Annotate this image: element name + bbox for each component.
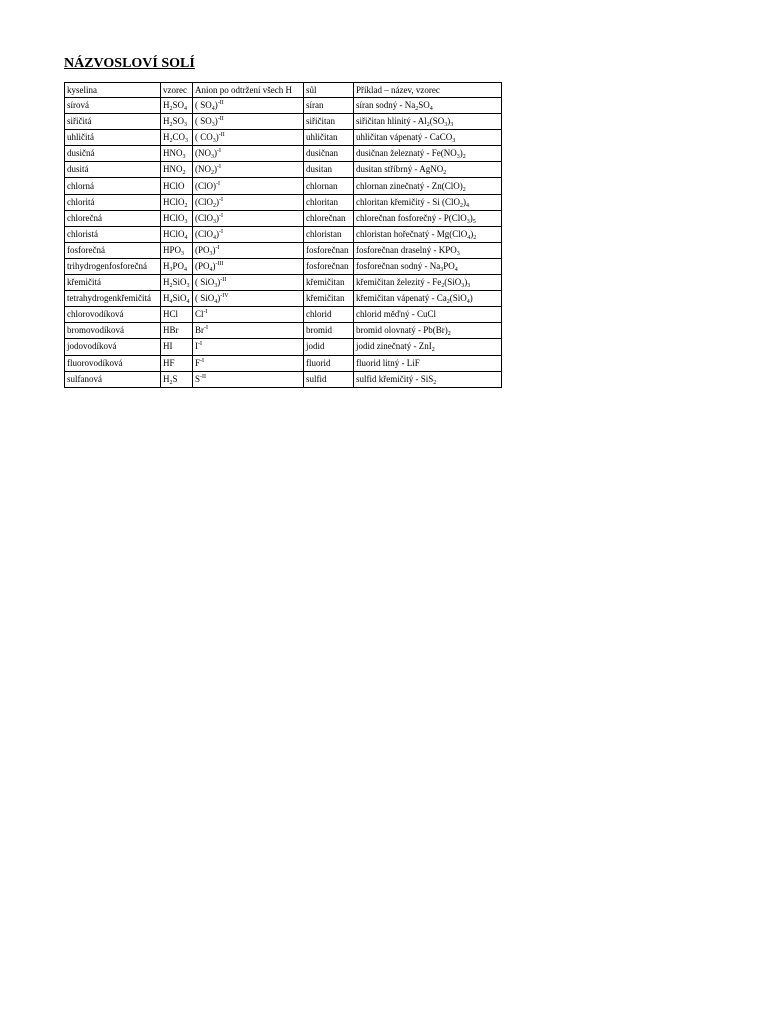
acid-formula-cell-sub: 4	[169, 299, 173, 306]
anion-cell-text: ( CO	[195, 132, 213, 143]
example-cell	[354, 146, 502, 162]
anion-cell-sup: -I	[219, 228, 223, 235]
acid-formula-cell-sub: 2	[184, 202, 188, 209]
acid-formula-cell	[161, 162, 193, 178]
header-formula: vzorec	[161, 83, 193, 98]
example-cell-text: dusičnan železnatý - Fe(NO	[356, 148, 457, 159]
table-row	[65, 146, 502, 162]
acid-formula-cell-text: HClO	[163, 196, 185, 207]
acid-formula-cell-sub: 2	[169, 122, 173, 129]
example-cell	[354, 291, 502, 307]
acid-name-cell: sírová	[65, 98, 161, 114]
example-cell-text: chlornan zinečnatý - Zn(ClO)	[356, 180, 463, 191]
example-cell-text: )	[462, 196, 466, 207]
acid-formula-cell-text: HI	[163, 341, 173, 352]
anion-cell-text: ( SiO	[195, 293, 215, 304]
anion-cell-text: (PO	[195, 244, 210, 255]
anion-cell	[193, 130, 304, 146]
example-cell-text: (SiO	[449, 293, 467, 304]
anion-cell-text: )	[216, 212, 219, 223]
example-cell-sub: 4	[466, 299, 470, 306]
table-row	[65, 355, 502, 371]
example-cell-sub: 2	[443, 170, 447, 177]
anion-cell-sub: 4	[209, 266, 213, 273]
anion-cell	[193, 114, 304, 130]
anion-cell	[193, 146, 304, 162]
header-acid: kyselina	[65, 83, 161, 98]
example-cell-sub: 2	[431, 347, 435, 354]
table-row	[65, 210, 502, 226]
acid-name-cell: tetrahydrogenkřemičitá	[65, 291, 161, 307]
anion-cell-sub: 4	[214, 299, 218, 306]
example-cell-sub: 3	[466, 218, 470, 225]
table-row	[65, 226, 502, 242]
example-cell	[354, 178, 502, 194]
anion-cell	[193, 194, 304, 210]
example-cell-text: fluorid litný - LiF	[356, 357, 420, 368]
table-row	[65, 114, 502, 130]
example-cell	[354, 130, 502, 146]
anion-cell-text: )	[212, 244, 216, 255]
salts-table	[64, 82, 502, 388]
example-cell-text: )	[459, 148, 463, 159]
anion-cell	[193, 162, 304, 178]
example-cell-text: )	[464, 277, 468, 288]
anion-cell-text: (ClO	[195, 212, 213, 223]
acid-formula-cell	[161, 339, 193, 355]
anion-cell-text: Cl	[195, 309, 204, 320]
acid-formula-cell-text: S	[172, 373, 178, 384]
acid-formula-cell-sub: 3	[169, 266, 173, 273]
anion-cell-text: Br	[195, 325, 204, 336]
example-cell-sub: 2	[447, 331, 451, 338]
example-cell-text: dusitan stříbrný - AgNO	[356, 164, 444, 175]
example-cell-sub: 3	[452, 138, 456, 145]
example-cell-text: chloritan křemičitý - Si (ClO	[356, 196, 460, 207]
acid-formula-cell-text: HBr	[163, 325, 179, 336]
acid-formula-cell-text: HClO	[163, 212, 185, 223]
table-row	[65, 307, 502, 323]
example-cell-text: (SiO	[444, 277, 462, 288]
anion-cell-sup: -II	[217, 116, 224, 123]
acid-formula-cell-sub: 2	[169, 106, 173, 113]
example-cell-text: síran sodný - Na	[356, 100, 416, 111]
anion-cell	[193, 355, 304, 371]
acid-formula-cell	[161, 307, 193, 323]
example-cell-text: chloristan hořečnatý - Mg(ClO	[356, 228, 468, 239]
acid-formula-cell	[161, 194, 193, 210]
acid-formula-cell-sub: 4	[184, 266, 188, 273]
example-cell-sub: 3	[444, 122, 448, 129]
anion-cell-sup: -I	[215, 244, 220, 251]
acid-formula-cell	[161, 258, 193, 274]
salt-name-cell: bromid	[304, 323, 354, 339]
acid-formula-cell-text: H	[163, 260, 170, 271]
table-row	[65, 194, 502, 210]
anion-cell-sub: 4	[213, 234, 216, 241]
acid-formula-cell-text: HPO	[163, 244, 182, 255]
example-cell	[354, 275, 502, 291]
example-cell	[354, 162, 502, 178]
anion-cell-text: (PO	[195, 260, 210, 271]
table-row	[65, 98, 502, 114]
example-cell-sub: 4	[465, 202, 469, 209]
salt-name-cell: sulfid	[304, 371, 354, 387]
example-cell-text: uhličitan vápenatý - CaCO	[356, 132, 453, 143]
anion-cell-sup: -I	[217, 164, 221, 171]
example-cell-text: chlorečnan fosforečný - P(ClO	[356, 212, 467, 223]
acid-formula-cell-sub: 4	[186, 299, 190, 306]
anion-cell-sub: 3	[213, 218, 216, 225]
example-cell-sub: 2	[441, 283, 445, 290]
anion-cell-text: )	[216, 228, 219, 239]
salt-name-cell: chlornan	[304, 178, 354, 194]
anion-cell-text: (ClO)	[195, 180, 216, 191]
example-cell-sub: 2	[459, 202, 463, 209]
example-cell-text: sulfid křemičitý - SiS	[356, 373, 434, 384]
anion-cell-sup: -II	[220, 277, 227, 284]
anion-cell-text: S	[195, 373, 201, 384]
anion-cell	[193, 178, 304, 194]
anion-cell-text: (ClO	[195, 196, 213, 207]
salt-name-cell: chloristan	[304, 226, 354, 242]
page-title: NÁZVOSLOVÍ SOLÍ	[64, 56, 195, 71]
anion-cell	[193, 339, 304, 355]
table-row	[65, 162, 502, 178]
example-cell-text: )	[470, 228, 474, 239]
salt-name-cell: síran	[304, 98, 354, 114]
salt-name-cell: dusičnan	[304, 146, 354, 162]
example-cell	[354, 323, 502, 339]
anion-cell	[193, 242, 304, 258]
anion-cell-sup: -I	[200, 357, 205, 364]
table-row	[65, 242, 502, 258]
anion-cell-text: ( SiO	[195, 277, 215, 288]
example-cell-text: fosforečnan draselný - KPO	[356, 244, 457, 255]
example-cell-sub: 2	[462, 154, 466, 161]
example-cell-sub: 2	[446, 299, 450, 306]
acid-name-cell: fosforečná	[65, 242, 161, 258]
anion-cell-text: )	[215, 132, 219, 143]
anion-cell-sup: -I	[219, 196, 223, 203]
anion-cell-text: (NO	[195, 164, 211, 175]
example-cell-sub: 4	[467, 234, 471, 241]
example-cell-text: jodid zinečnatý - ZnI	[356, 341, 432, 352]
example-cell-text: fosforečnan sodný - Na	[356, 260, 441, 271]
example-cell-text: SO	[418, 100, 430, 111]
acid-name-cell: chlorečná	[65, 210, 161, 226]
anion-cell-sup: -II	[217, 100, 224, 107]
anion-cell-text: )	[214, 116, 218, 127]
table-row	[65, 130, 502, 146]
acid-formula-cell	[161, 371, 193, 387]
salt-name-cell: jodid	[304, 339, 354, 355]
table-row	[65, 178, 502, 194]
anion-cell-text: )	[216, 196, 219, 207]
anion-cell-sup: -IV	[220, 293, 229, 300]
table-row	[65, 371, 502, 387]
anion-cell-sup: -I	[203, 309, 208, 316]
anion-cell-text: )	[214, 164, 217, 175]
acid-formula-cell-sub: 3	[184, 122, 188, 129]
example-cell	[354, 98, 502, 114]
example-cell-sub: 4	[429, 106, 433, 113]
table-row	[65, 258, 502, 274]
acid-formula-cell-text: HF	[163, 357, 175, 368]
example-cell-text: )	[447, 116, 451, 127]
example-cell-sub: 3	[450, 122, 454, 129]
anion-cell	[193, 258, 304, 274]
example-cell-sub: 3	[456, 154, 460, 161]
salt-name-cell: křemičitan	[304, 291, 354, 307]
acid-formula-cell	[161, 242, 193, 258]
anion-cell-sub: 3	[211, 122, 215, 129]
anion-cell-sub: 2	[213, 202, 216, 209]
anion-cell	[193, 323, 304, 339]
anion-cell-sub: 4	[211, 106, 215, 113]
salt-name-cell: chloritan	[304, 194, 354, 210]
example-cell-sub: 4	[454, 266, 458, 273]
example-cell-text: PO	[443, 260, 455, 271]
example-cell	[354, 307, 502, 323]
anion-cell-text: )	[217, 277, 221, 288]
example-cell-sub: 3	[440, 266, 444, 273]
anion-cell-text: (NO	[195, 148, 211, 159]
salt-name-cell: uhličitan	[304, 130, 354, 146]
acid-name-cell: chloritá	[65, 194, 161, 210]
anion-cell-sub: 3	[212, 138, 216, 145]
table-row	[65, 323, 502, 339]
acid-formula-cell	[161, 210, 193, 226]
salt-name-cell: fosforečnan	[304, 258, 354, 274]
example-cell-sub: 2	[433, 379, 437, 386]
example-cell	[354, 226, 502, 242]
anion-cell-sup: -I	[204, 325, 208, 332]
acid-name-cell: uhličitá	[65, 130, 161, 146]
example-cell-text: siřičitan hlinitý - Al	[356, 116, 427, 127]
acid-formula-cell-sub: 3	[185, 138, 189, 145]
table-row	[65, 275, 502, 291]
anion-cell	[193, 307, 304, 323]
table-row	[65, 339, 502, 355]
example-cell-sub: 2	[462, 186, 466, 193]
example-cell-sub: 3	[461, 283, 465, 290]
header-anion: Anion po odtržení všech H	[193, 83, 304, 98]
acid-formula-cell-sub: 2	[182, 170, 186, 177]
example-cell-sub: 2	[415, 106, 419, 113]
example-cell-text: křemičitan vápenatý - Ca	[356, 293, 447, 304]
acid-formula-cell-text: HCl	[163, 309, 179, 320]
anion-cell-text: ( SO	[195, 116, 212, 127]
acid-formula-cell	[161, 323, 193, 339]
acid-formula-cell-sub: 3	[184, 218, 188, 225]
anion-cell-sub: 3	[211, 154, 214, 161]
acid-name-cell: křemičitá	[65, 275, 161, 291]
anion-cell-text: ( SO	[195, 100, 212, 111]
anion-cell-text: F	[195, 357, 201, 368]
acid-formula-cell-text: H	[163, 373, 170, 384]
acid-formula-cell	[161, 146, 193, 162]
example-cell	[354, 194, 502, 210]
anion-cell	[193, 210, 304, 226]
anion-cell-sup: -II	[200, 373, 207, 380]
example-cell-text: chlorid měďný - CuCl	[356, 309, 437, 320]
acid-formula-cell-sub: 3	[186, 283, 190, 290]
acid-formula-cell-sub: 3	[182, 154, 186, 161]
acid-formula-cell-text: HNO	[163, 148, 183, 159]
acid-name-cell: bromovodíková	[65, 323, 161, 339]
acid-name-cell: siřičitá	[65, 114, 161, 130]
anion-cell	[193, 291, 304, 307]
acid-name-cell: dusitá	[65, 162, 161, 178]
acid-formula-cell-text: SO	[172, 116, 185, 127]
header-example: Příklad – název, vzorec	[354, 83, 502, 98]
acid-name-cell: sulfanová	[65, 371, 161, 387]
salt-name-cell: dusitan	[304, 162, 354, 178]
acid-formula-cell	[161, 275, 193, 291]
example-cell	[354, 339, 502, 355]
acid-formula-cell	[161, 130, 193, 146]
acid-formula-cell	[161, 355, 193, 371]
anion-cell	[193, 98, 304, 114]
acid-name-cell: chlorná	[65, 178, 161, 194]
example-cell-sub: 3	[456, 250, 460, 257]
anion-cell-sup: -III	[215, 260, 224, 267]
acid-formula-cell-text: HNO	[163, 164, 183, 175]
acid-name-cell: jodovodíková	[65, 339, 161, 355]
anion-cell	[193, 371, 304, 387]
acid-name-cell: dusičná	[65, 146, 161, 162]
anion-cell-text: )	[214, 148, 217, 159]
example-cell	[354, 210, 502, 226]
salt-name-cell: siřičitan	[304, 114, 354, 130]
acid-formula-cell-sub: 3	[181, 250, 185, 257]
table-header-row	[65, 83, 502, 98]
example-cell-sub: 2	[473, 234, 477, 241]
anion-cell-sub: 2	[211, 170, 214, 177]
acid-formula-cell-text: SO	[172, 100, 185, 111]
anion-cell-sub: 3	[209, 250, 213, 257]
acid-formula-cell-text: H	[163, 132, 170, 143]
acid-formula-cell-sub: 2	[169, 379, 173, 386]
acid-formula-cell	[161, 114, 193, 130]
example-cell-text: křemičitan železitý - Fe	[356, 277, 442, 288]
header-salt: sůl	[304, 83, 354, 98]
anion-cell-text: )	[217, 293, 221, 304]
example-cell-sub: 3	[467, 283, 471, 290]
example-cell-text: bromid olovnatý - Pb(Br)	[356, 325, 448, 336]
table-row	[65, 291, 502, 307]
acid-formula-cell-text: HClO	[163, 228, 185, 239]
salt-name-cell: chlorid	[304, 307, 354, 323]
example-cell-sub: 2	[426, 122, 430, 129]
acid-formula-cell-text: CO	[172, 132, 186, 143]
acid-formula-cell-text: H	[163, 116, 170, 127]
acid-formula-cell-sub: 4	[184, 234, 188, 241]
acid-formula-cell-text: H	[163, 277, 170, 288]
anion-cell	[193, 275, 304, 291]
example-cell-text: (SO	[429, 116, 445, 127]
anion-cell-sup: -I	[198, 341, 202, 348]
salt-name-cell: křemičitan	[304, 275, 354, 291]
anion-cell-text: )	[214, 100, 218, 111]
example-cell	[354, 242, 502, 258]
example-cell	[354, 114, 502, 130]
anion-cell-sup: -I	[216, 180, 220, 187]
example-cell-text: )	[469, 293, 473, 304]
acid-formula-cell	[161, 226, 193, 242]
acid-formula-cell-sub: 4	[184, 106, 188, 113]
example-cell	[354, 371, 502, 387]
acid-formula-cell	[161, 178, 193, 194]
acid-name-cell: fluorovodíková	[65, 355, 161, 371]
example-cell	[354, 258, 502, 274]
acid-name-cell: chlorovodíková	[65, 307, 161, 323]
acid-name-cell: trihydrogenfosforečná	[65, 258, 161, 274]
example-cell-text: )	[469, 212, 473, 223]
salt-name-cell: fosforečnan	[304, 242, 354, 258]
anion-cell-sup: -II	[218, 132, 225, 139]
example-cell-sub: 5	[472, 218, 476, 225]
acid-formula-cell-text: H	[163, 100, 170, 111]
anion-cell-sub: 3	[214, 283, 218, 290]
acid-name-cell: chloristá	[65, 226, 161, 242]
anion-cell	[193, 226, 304, 242]
acid-formula-cell-sub: 2	[169, 138, 173, 145]
acid-formula-cell	[161, 98, 193, 114]
table-body	[65, 98, 502, 388]
acid-formula-cell-sub: 2	[169, 283, 173, 290]
acid-formula-cell-text: H	[163, 293, 170, 304]
anion-cell-text: (ClO	[195, 228, 213, 239]
acid-formula-cell-text: HClO	[163, 180, 185, 191]
acid-formula-cell-text: PO	[172, 260, 185, 271]
anion-cell-sup: -I	[219, 212, 223, 219]
salt-name-cell: chlorečnan	[304, 210, 354, 226]
anion-cell-sup: -I	[217, 148, 221, 155]
salt-name-cell: fluorid	[304, 355, 354, 371]
example-cell	[354, 355, 502, 371]
acid-formula-cell-text: SiO	[172, 293, 187, 304]
acid-formula-cell	[161, 291, 193, 307]
anion-cell-text: )	[212, 260, 216, 271]
anion-cell-text: I	[195, 341, 198, 352]
acid-formula-cell-text: SiO	[172, 277, 187, 288]
